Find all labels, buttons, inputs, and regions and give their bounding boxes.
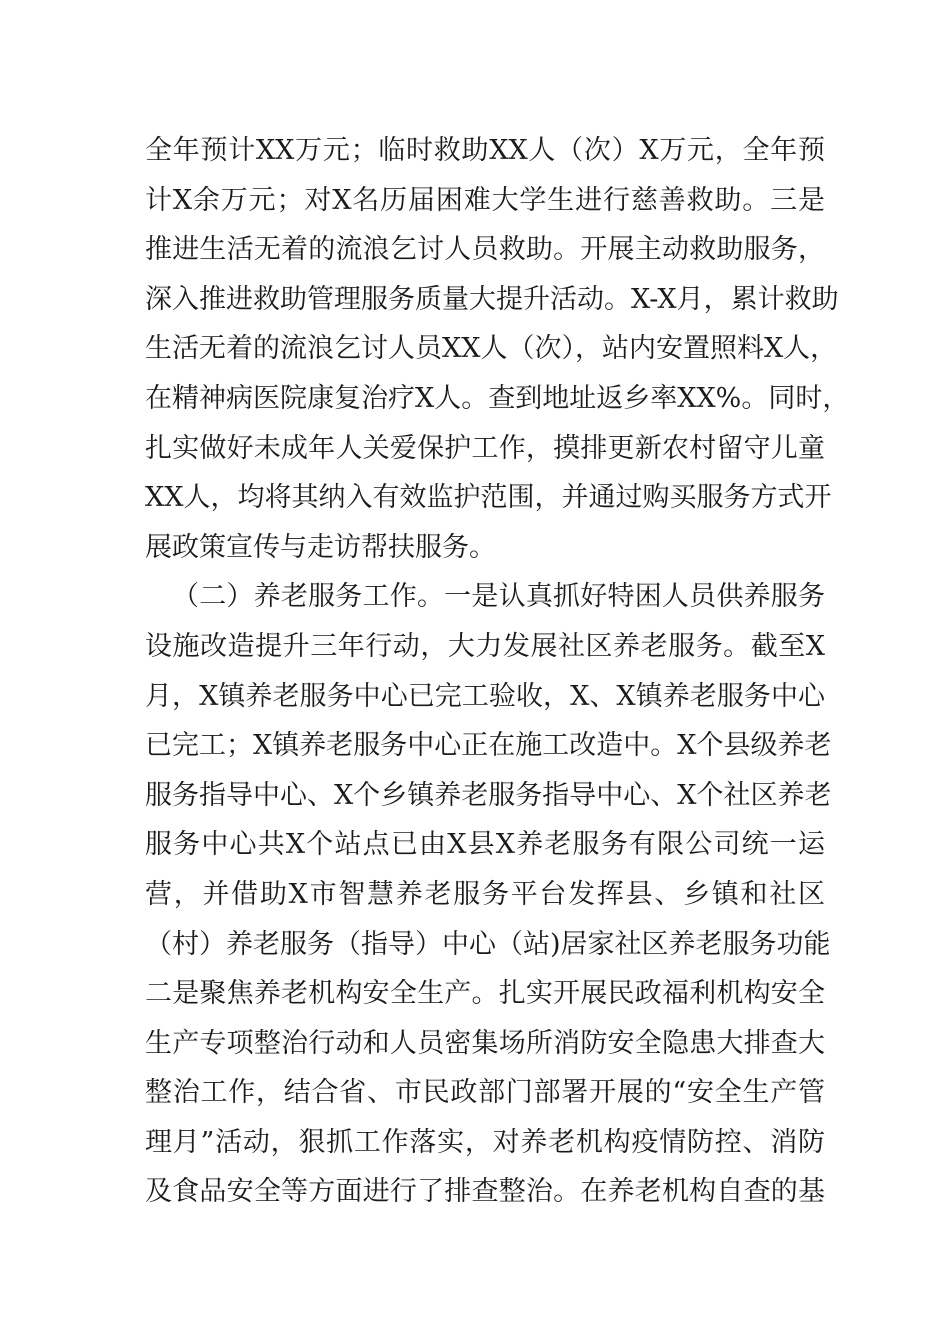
body-text bbox=[145, 126, 850, 1217]
text-line: 及食品安全等方面进行了排查整治。在养老机构自查的基 bbox=[145, 1176, 825, 1208]
text-line: 在精神病医院康复治疗X人。查到地址返乡率XX%。同时， bbox=[145, 382, 850, 414]
text-line: 服务中心共X个站点已由X县X养老服务有限公司统一运 bbox=[145, 829, 825, 861]
text-line: （村）养老服务（指导）中心（站)居家社区养老服务功能 bbox=[145, 928, 831, 960]
text-line: 整治工作，结合省、市民政部门部署开展的“安全生产管 bbox=[145, 1077, 825, 1109]
text-line: 展政策宣传与走访帮扶服务。 bbox=[145, 531, 496, 563]
text-line: 已完工；X镇养老服务中心正在施工改造中。X个县级养老 bbox=[145, 730, 832, 762]
text-line: XX人，均将其纳入有效监护范围，并通过购买服务方式开 bbox=[145, 482, 832, 514]
text-line: 生活无着的流浪乞讨人员XX人（次），站内安置照料X人， bbox=[145, 333, 838, 365]
section-heading-line: （二）养老服务工作。一是认真抓好特困人员供养服务 bbox=[172, 581, 825, 613]
text-line: 计X余万元；对X名历届困难大学生进行慈善救助。三是 bbox=[145, 184, 825, 216]
text-line: 月，X镇养老服务中心已完工验收，X、X镇养老服务中心 bbox=[145, 680, 825, 712]
text-line: 理月”活动，狠抓工作落实，对养老机构疫情防控、消防 bbox=[145, 1126, 825, 1158]
text-line: 深入推进救助管理服务质量大提升活动。X-X月，累计救助 bbox=[145, 283, 839, 315]
text-line: 推进生活无着的流浪乞讨人员救助。开展主动救助服务， bbox=[145, 234, 825, 266]
text-line: 扎实做好未成年人关爱保护工作，摸排更新农村留守儿童 bbox=[145, 432, 825, 464]
text-line: 服务指导中心、X个乡镇养老服务指导中心、X个社区养老 bbox=[145, 779, 832, 811]
text-line: 全年预计XX万元；临时救助XX人（次）X万元，全年预 bbox=[145, 135, 825, 166]
text-line: 营，并借助X市智慧养老服务平台发挥县、乡镇和社区 bbox=[145, 878, 825, 910]
text-line: 二是聚焦养老机构安全生产。扎实开展民政福利机构安全 bbox=[145, 978, 825, 1010]
text-line: 生产专项整治行动和人员密集场所消防安全隐患大排查大 bbox=[145, 1027, 825, 1059]
text-line: 设施改造提升三年行动，大力发展社区养老服务。截至X bbox=[145, 630, 825, 662]
